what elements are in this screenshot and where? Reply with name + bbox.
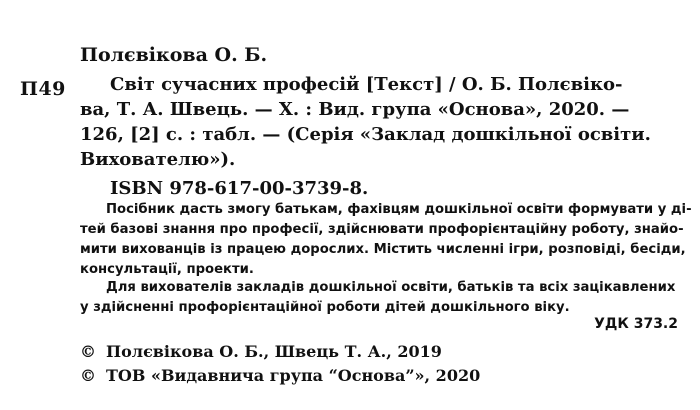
audience-line: у здійсненні профорієнтаційної роботи дітей дошкільного віку.: [80, 300, 570, 315]
description-line: Вихователю»).: [80, 149, 236, 170]
author-heading: Полєвікова О. Б.: [80, 44, 268, 66]
isbn: ISBN 978-617-00-3739-8.: [110, 178, 369, 199]
annotation-line: Посібник дасть змогу батькам, фахівцям дошкільної освіти формувати у ді-: [106, 202, 692, 217]
copyright-symbol: ©: [80, 366, 96, 385]
annotation-line: консультації, проекти.: [80, 262, 254, 277]
copyright-line: [80, 342, 680, 361]
copyright-text: Полєвікова О. Б., Швець Т. А., 2019: [106, 342, 442, 361]
audience-note: [80, 278, 680, 318]
copyright-text: ТОВ «Видавнича група “Основа”», 2020: [106, 366, 481, 385]
udc-code: УДК 373.2: [594, 316, 678, 332]
annotation-line: тей базові знання про професії, здійснювати профорієнтаційну роботу, знайо-: [80, 222, 684, 237]
classification-code: П49: [20, 78, 66, 100]
description-line: ва, Т. А. Швець. — Х. : Вид. група «Основа», 2020. —: [80, 99, 630, 120]
copyright-symbol: ©: [80, 342, 96, 361]
copyright-line: [80, 366, 680, 385]
bibliographic-description: [80, 72, 670, 172]
description-line: Світ сучасних професій [Текст] / О. Б. Полєвіко-: [110, 74, 623, 95]
annotation-line: мити вихованців із працею дорослих. Містить численні ігри, розповіді, бесіди,: [80, 242, 686, 257]
description-line: 126, [2] с. : табл. — (Серія «Заклад дошкільної освіти.: [80, 124, 651, 145]
annotation: [80, 200, 692, 280]
audience-line: Для вихователів закладів дошкільної освіти, батьків та всіх зацікавлених: [106, 280, 676, 295]
